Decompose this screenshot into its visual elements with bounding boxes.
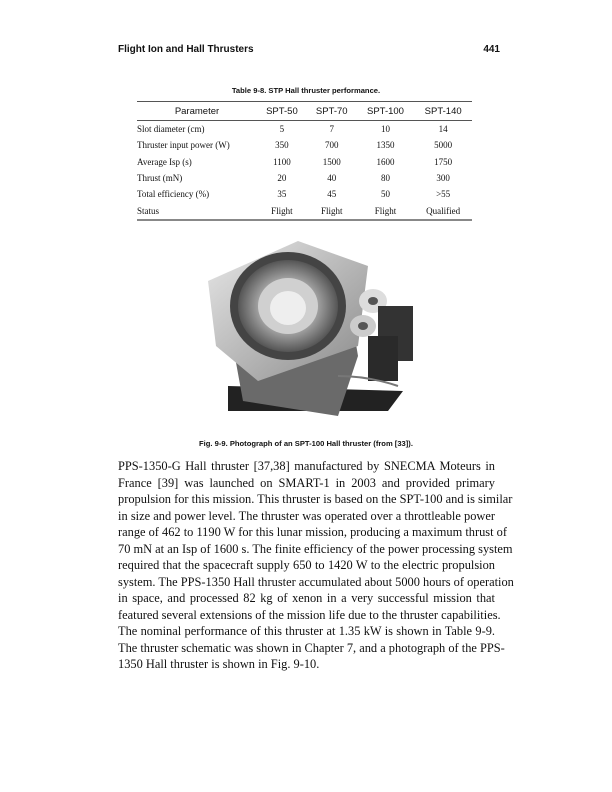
value-cell: Qualified <box>426 205 461 216</box>
value-cell: 1750 <box>434 156 453 167</box>
value-cell: 1600 <box>376 156 395 167</box>
parameter-cell: Thrust (mN) <box>137 173 183 184</box>
value-cell: 45 <box>327 189 337 200</box>
text-line: featured several extensions of the mission life due to the thruster capabilities. <box>118 607 501 622</box>
value-cell: 350 <box>275 140 289 151</box>
column-header: SPT-100 <box>357 102 415 121</box>
spt-100-thruster-photo <box>188 226 422 432</box>
text-line: PPS-1350-G Hall thruster [37,38] manufactured by SNECMA Moteurs in <box>118 459 495 473</box>
value-cell: 14 <box>438 124 448 135</box>
column-header: SPT-140 <box>414 102 472 121</box>
text-line: required that the spacecraft supply 650 to 1420 W to the electric propulsion <box>118 558 495 572</box>
table-row <box>137 137 472 153</box>
performance-table <box>137 101 472 221</box>
column-header: Parameter <box>137 102 257 121</box>
text-line: 70 mN at an Isp of 1600 s. The finite efficiency of the power processing system <box>118 541 513 556</box>
value-cell: Flight <box>320 205 343 216</box>
column-header: SPT-50 <box>257 102 307 121</box>
running-header-title: Flight Ion and Hall Thrusters <box>118 44 254 55</box>
text-line: in size and power level. The thruster was operated over a throttleable power <box>118 508 495 523</box>
figure-caption: Fig. 9-9. Photograph of an SPT-100 Hall thruster (from [33]). <box>199 439 413 448</box>
value-cell: Flight <box>271 205 293 216</box>
value-cell: >55 <box>436 189 451 200</box>
value-cell: 50 <box>380 189 390 200</box>
table-row <box>137 154 472 170</box>
value-cell: 5000 <box>434 140 453 151</box>
text-line: range of 462 to 1190 W for this lunar mission, producing a maximum thrust of <box>118 525 507 539</box>
table-body <box>137 121 472 220</box>
parameter-cell: Slot diameter (cm) <box>137 124 205 135</box>
value-cell: 1500 <box>322 156 341 167</box>
value-cell: 700 <box>324 140 339 151</box>
text-line: propulsion for this mission. This thruster is based on the SPT-100 and is similar <box>118 492 513 506</box>
parameter-cell: Total efficiency (%) <box>137 189 210 200</box>
table-row <box>137 121 472 138</box>
value-cell: 5 <box>279 124 285 135</box>
table-row <box>137 202 472 219</box>
text-line: The nominal performance of this thruster at 1.35 kW is shown in Table 9-9. <box>118 624 495 638</box>
parameter-cell: Status <box>137 205 160 216</box>
table-caption: Table 9-8. STP Hall thruster performance. <box>231 86 381 95</box>
page-number: 441 <box>483 44 500 55</box>
column-header: SPT-70 <box>307 102 357 121</box>
value-cell: Flight <box>374 205 397 216</box>
table-header-row <box>137 102 472 121</box>
parameter-cell: Average Isp (s) <box>137 156 192 167</box>
text-line: The thruster schematic was shown in Chapter 7, and a photograph of the PPS- <box>118 640 505 655</box>
value-cell: 80 <box>380 173 390 184</box>
text-line: system. The PPS-1350 Hall thruster accumulated about 5000 hours of operation <box>118 574 514 589</box>
table-row <box>137 170 472 186</box>
body-paragraph <box>118 458 514 673</box>
parameter-cell: Thruster input power (W) <box>137 140 230 151</box>
value-cell: 20 <box>277 173 287 184</box>
value-cell: 1350 <box>376 140 395 151</box>
value-cell: 300 <box>436 173 450 184</box>
text-line: France [39] was launched on SMART-1 in 2003 and provided primary <box>118 475 495 490</box>
value-cell: 10 <box>380 124 390 135</box>
value-cell: 35 <box>277 189 287 200</box>
table-row <box>137 186 472 202</box>
text-line: in space, and processed 82 kg of xenon in a very successful mission that <box>118 591 495 605</box>
value-cell: 1100 <box>273 156 291 167</box>
text-line: 1350 Hall thruster is shown in Fig. 9-10. <box>118 657 320 671</box>
value-cell: 7 <box>329 124 334 135</box>
value-cell: 40 <box>327 173 337 184</box>
